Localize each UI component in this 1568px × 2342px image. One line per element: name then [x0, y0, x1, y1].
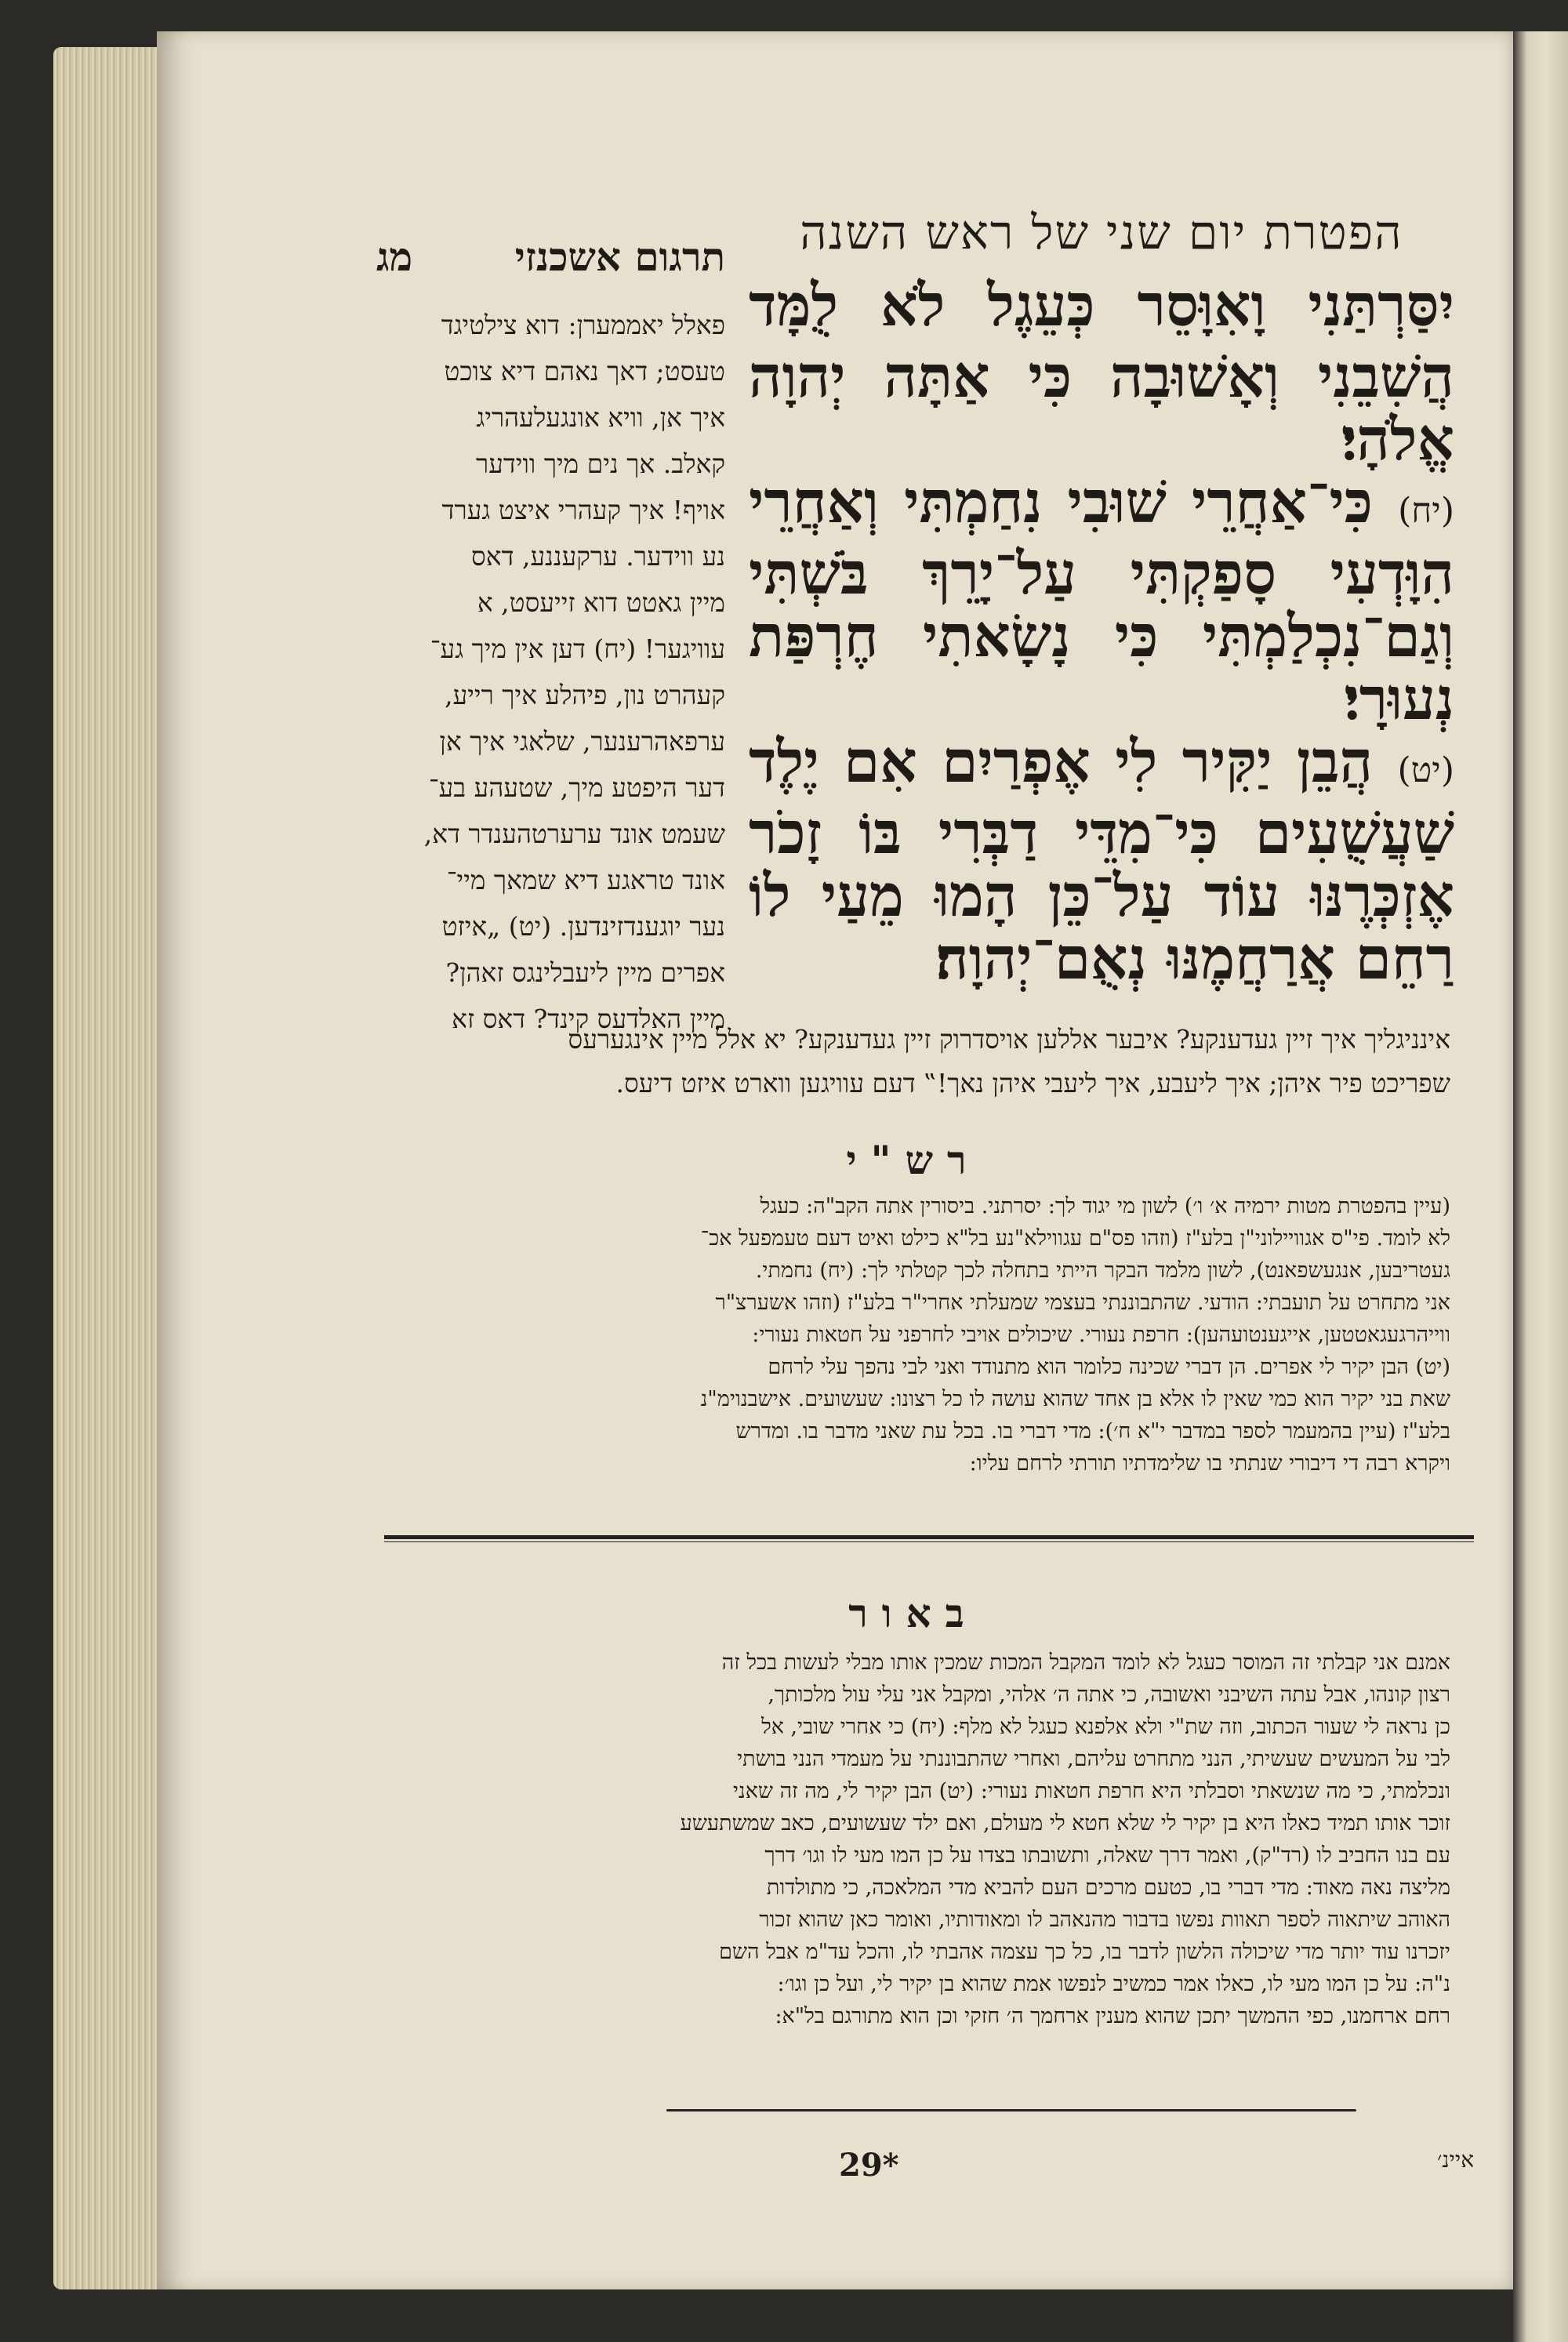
- hebrew-verses: [749, 272, 1454, 993]
- translation-line: פאלל יאממערן: דוא צילטיגד: [441, 310, 725, 340]
- verse-body: יִסַּרְתַּנִי וָאִוָּסֵר כְּעֵגֶל לֹא לֻמָּד הֲשִׁבֵנִי וְאָשׁוּבָה כִּי אַתָּה יְהוָה אֱלֹהָי׃: [749, 272, 1454, 474]
- translation-column: [376, 302, 725, 1042]
- translation-line: אפרים מיין ליעבלינגס זאהן?: [445, 957, 725, 988]
- translation-line: איך אן, וויא אונגעלעהריג: [476, 402, 725, 433]
- commentary-line: ויקרא רבה די דיבורי שנתתי בו שלימדתיו תורתי לרחם עליו:: [969, 1451, 1450, 1476]
- verse-number: (יח): [1398, 491, 1454, 531]
- rashi-commentary: [376, 1190, 1450, 1480]
- haftarah-heading: הפטרת יום שני של ראש השנה: [800, 205, 1403, 260]
- page-number: 29*: [839, 2147, 899, 2184]
- commentary-line: האוהב שיתאוה לספר תאוות נפשו בדבור מהנאהב לו ומאודותיו, ואומר כאן שהוא זכור: [759, 1908, 1450, 1932]
- commentary-line: מליצה נאה מאוד: מדי דברי בו, כטעם מרכים העם להביא מדי המלאכה, כי מתולדות: [766, 1875, 1450, 1900]
- translation-line: קאלב. אך נים מיך ווידער: [476, 448, 725, 479]
- book-page-edges: [53, 47, 163, 2289]
- translation-header: [376, 234, 725, 280]
- next-page-edge: [1513, 31, 1568, 2342]
- translation-line: מיין האלדעס קינד? דאס זא: [452, 1004, 725, 1034]
- translation-line: אונד טראגע דיא שמאך מיי־: [446, 865, 725, 895]
- commentary-line: לבי על המעשים שעשיתי, הנני מתחרט עליהם, ואחרי שהתבוננתי על מעמדי הנני בושתי: [737, 1747, 1450, 1771]
- commentary-line: נ"ה: על כן המו מעי לו, כאלו אמר כמשיב לנפשו אמת שהוא בן יקיר לי, ועל כן וגו׳:: [777, 1972, 1450, 1996]
- verse-text: [749, 272, 1454, 474]
- translation-line: ערפאהרענער, שלאגי איך אן: [439, 726, 725, 757]
- commentary-line: געטריבען, אנגעשפאנט), לשון מלמד הבקר הייתי בתחלה לכך קטלתי לך: (יח) נחמתי.: [755, 1258, 1450, 1283]
- commentary-line: לא לומד. פי"ס אגוויילוני"ן בלע"ז (וזהו פס"ם עגווילא"נע בל"א כילט ואיט דעם טעמפעל אכ־: [700, 1226, 1450, 1251]
- verse-text: [749, 471, 1454, 731]
- commentary-line: זוכר אותו תמיד כאלו היא בן יקיר לי שלא חטא לי מעולם, ואם ילד שעשועים, כאב שמשתעשע: [680, 1811, 1450, 1835]
- section-divider: [384, 1535, 1474, 1542]
- translation-line: קעהרט נון, פיהלע איך רייע,: [445, 680, 725, 710]
- verse-body: כִּי־אַחֲרֵי שׁוּבִי נִחַמְתִּי וְאַחֲרֵי הִוָּדְעִי סָפַקְתִּי עַל־יָרֵךְ בֹּשְׁתִּי וְגַם־נִכְלַמְתִּי כִּי נָשָׂאתִי חֶרְפַּת נְעוּרָי׃: [749, 469, 1454, 733]
- commentary-line: ונכלמתי, כי מה שנשאתי וסבלתי היא חרפת חטאות נעורי: (יט) הבן יקיר לי, מה זה שאני: [732, 1779, 1450, 1803]
- commentary-line: שאת בני יקיר הוא כמי שאין לו אלא בן אחד שהוא עושה לו כל רצונו: שעשועים. אישבנוימ"נ: [700, 1387, 1450, 1411]
- biur-commentary: [376, 1647, 1450, 2032]
- book-page: [157, 31, 1513, 2289]
- translation-line: מיין גאטט דוא זייעסט, א: [477, 587, 725, 618]
- translation-line: אינניגליך איך זיין געדענקע? איבער אללען אויסדרוק זיין געדענקע? יא אלל מיין אינגערעס: [568, 1024, 1450, 1055]
- biur-title: באור: [848, 1590, 978, 1636]
- commentary-line: עם בנו החביב לו (רד"ק), ואמר דרך שאלה, ותשובתו בצדו על כן המו מעי לו וגו׳ דרך: [764, 1843, 1450, 1868]
- commentary-line: יזכרנו עוד יותר מדי שיכולה הלשון לדבר בו, כל כך עצמה אהבתי לו, והכל עד"מ אבל השם: [719, 1940, 1450, 1964]
- translation-line: עוויגער! (יח) דען אין מיך גע־: [430, 634, 725, 664]
- translation-line: שפריכט פיר איהן; איך ליעבע, איך ליעבי איהן נאך!‟ דעם עוויגען ווארט איזט דיעס.: [615, 1068, 1450, 1098]
- translation-line: אויף! איך קעהרי איצט גערד: [441, 495, 725, 525]
- commentary-line: בלע"ז (עיין בהמעמר לספר במדבר י"א ח׳): מדי דברי בו. בכל עת שאני מדבר בו. ומדרש: [735, 1419, 1450, 1443]
- translation-line: דער היפטע מיך, שטעהע בע־: [428, 772, 725, 803]
- translation-line: נע ווידער. ערקעננע, דאס: [471, 541, 725, 572]
- commentary-line: (עיין בהפטרת מטות ירמיה א׳ ו׳) לשון מי יגוד לך: יסרתני. ביסורין אתה הקב"ה: כעגל: [760, 1194, 1450, 1218]
- signature-mark: איינ׳: [1436, 2147, 1474, 2173]
- translation-continuation: [376, 1018, 1450, 1106]
- commentary-line: אמנם אני קבלתי זה המוסר כעגל לא לומד המקבל המכות שמכין אותו מבלי לעשות בכל זה: [721, 1650, 1450, 1675]
- commentary-line: אני מתחרט על תועבתי: הודעי. שהתבוננתי בעצמי שמעלתי אחרי"ר בלע"ז (וזהו אשערצ"ר: [715, 1291, 1450, 1315]
- rashi-title: רש"י: [846, 1137, 981, 1183]
- translation-line: נער יוגענדזינדען. (יט) „איזט: [441, 911, 725, 942]
- verse-number: (יט): [1397, 750, 1454, 790]
- footer-rule: [666, 2109, 1356, 2111]
- verse-body: הֲבֵן יַקִּיר לִי אֶפְרַיִם אִם יֶלֶד שַׁעֲשֻׁעִים כִּי־מִדֵּי דַבְּרִי בּוֹ זָכֹר אֶזְכְּרֶנּוּ עוֹד עַל־כֵּן הָמוּ מֵעַי לוֹ רַחֵם אֲרַחֲמֶנּוּ נְאֻם־יְהוָה׃: [749, 728, 1454, 993]
- folio-number: מג: [376, 234, 413, 280]
- translation-line: שעמט אונד ערערטהענדר דא,: [423, 819, 725, 849]
- commentary-line: רצון קונהו, אבל עתה השיבני ואשובה, כי אתה ה׳ אלהי, ומקבל אני עלי עול מלכותך,: [768, 1683, 1450, 1707]
- verse-text: [749, 728, 1454, 993]
- translation-line: טעסט; דאך נאהם דיא צוכט: [444, 356, 725, 387]
- commentary-line: כן נראה לי שעור הכתוב, וזה שת"י ולא אלפנא כעגל לא מלף: (יח) כי אחרי שובי, אל: [761, 1715, 1450, 1739]
- translation-title: תרגום אשכנזי: [514, 234, 725, 280]
- commentary-line: ווייהרגעגאטטען, אייגענטועהען): חרפת נעורי. שיכולים אויבי לחרפני על חטאות נעורי:: [752, 1323, 1450, 1347]
- commentary-line: (יט) הבן יקיר לי אפרים. הן דברי שכינה כלומר הוא מתנודד ואני לבי נהפך עלי לרחם: [768, 1355, 1450, 1379]
- commentary-line: רחם ארחמנו, כפי ההמשך יתכן שהוא מענין ארחמך ה׳ חזקי וכן הוא מתורגם בל"א:: [775, 2004, 1450, 2028]
